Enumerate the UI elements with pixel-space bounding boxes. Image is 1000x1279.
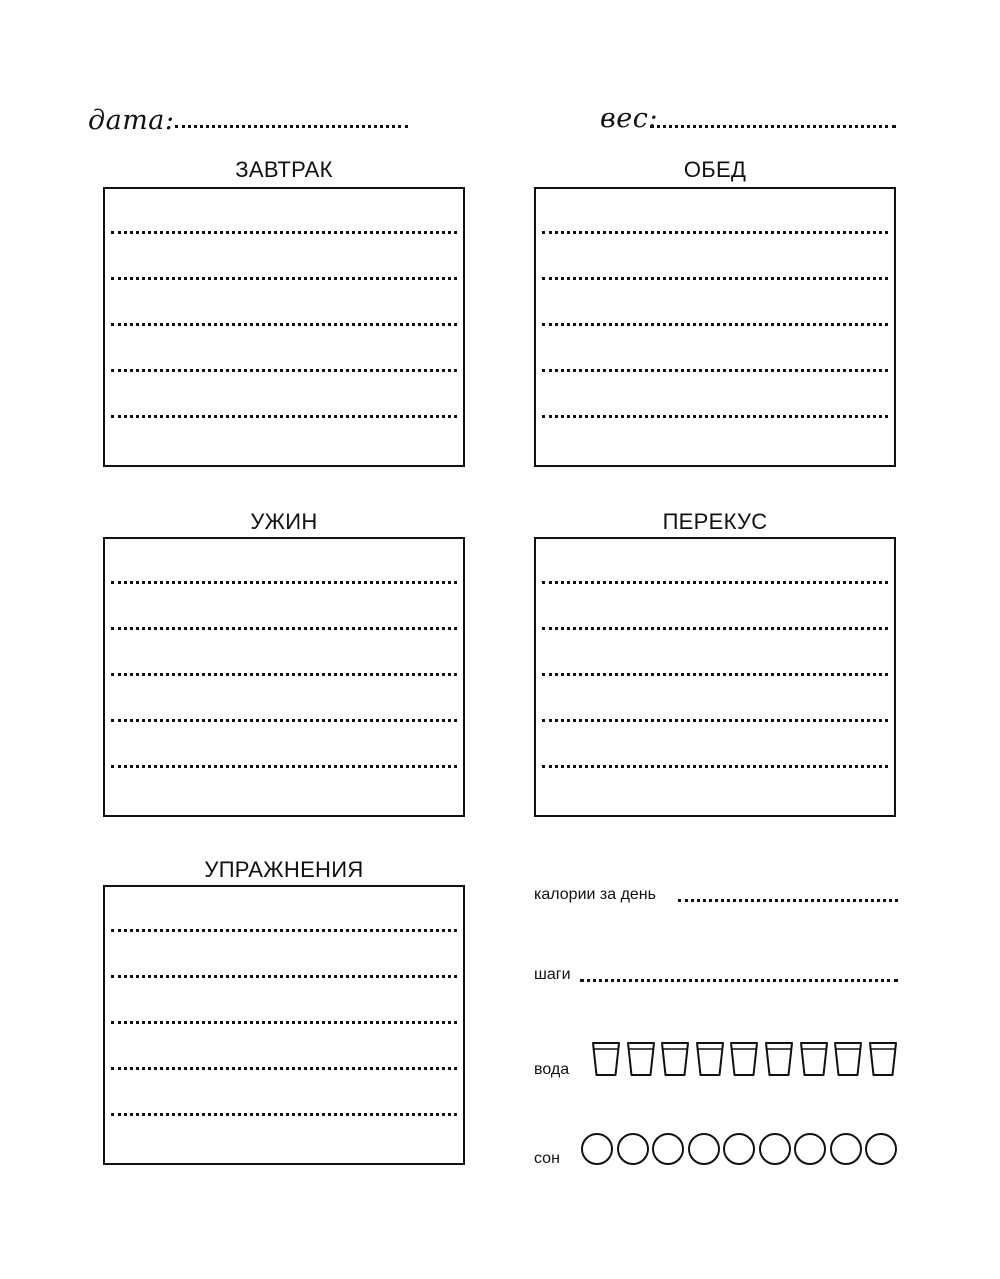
water-cup-icon[interactable] <box>695 1041 725 1081</box>
exercise-line[interactable] <box>111 1021 457 1024</box>
water-cup-icon[interactable] <box>660 1041 690 1081</box>
date-field[interactable] <box>175 125 408 128</box>
lunch-line[interactable] <box>542 369 888 372</box>
exercise-line[interactable] <box>111 1067 457 1070</box>
steps-field[interactable] <box>580 979 898 982</box>
snack-box <box>534 537 896 817</box>
exercise-title: УПРАЖНЕНИЯ <box>204 857 364 882</box>
dinner-line[interactable] <box>111 673 457 676</box>
dinner-line[interactable] <box>111 627 457 630</box>
sleep-circle[interactable] <box>652 1133 684 1165</box>
water-cup-icon[interactable] <box>799 1041 829 1081</box>
breakfast-box <box>103 187 465 467</box>
water-cup-icon[interactable] <box>868 1041 898 1081</box>
water-cup-icon[interactable] <box>626 1041 656 1081</box>
lunch-box <box>534 187 896 467</box>
sleep-circle[interactable] <box>581 1133 613 1165</box>
weight-label: вес: <box>600 103 658 134</box>
water-label: вода <box>534 1061 570 1078</box>
breakfast-title: ЗАВТРАК <box>235 157 333 182</box>
snack-title: ПЕРЕКУС <box>662 509 768 534</box>
lunch-line[interactable] <box>542 323 888 326</box>
water-cup-icon[interactable] <box>591 1041 621 1081</box>
calories-label: калории за день <box>534 886 656 903</box>
water-cup-icon[interactable] <box>833 1041 863 1081</box>
lunch-title: ОБЕД <box>683 157 747 182</box>
sleep-circle[interactable] <box>617 1133 649 1165</box>
snack-line[interactable] <box>542 627 888 630</box>
exercise-box <box>103 885 465 1165</box>
snack-line[interactable] <box>542 673 888 676</box>
breakfast-line[interactable] <box>111 369 457 372</box>
exercise-line[interactable] <box>111 975 457 978</box>
lunch-line[interactable] <box>542 231 888 234</box>
exercise-line[interactable] <box>111 1113 457 1116</box>
sleep-label: сон <box>534 1150 560 1167</box>
lunch-line[interactable] <box>542 415 888 418</box>
dinner-line[interactable] <box>111 765 457 768</box>
snack-line[interactable] <box>542 581 888 584</box>
date-label: дата: <box>88 105 175 136</box>
exercise-line[interactable] <box>111 929 457 932</box>
dinner-line[interactable] <box>111 719 457 722</box>
sleep-circle[interactable] <box>794 1133 826 1165</box>
water-cup-icon[interactable] <box>764 1041 794 1081</box>
water-cup-icon[interactable] <box>729 1041 759 1081</box>
breakfast-line[interactable] <box>111 415 457 418</box>
dinner-title: УЖИН <box>250 509 318 534</box>
dinner-line[interactable] <box>111 581 457 584</box>
weight-field[interactable] <box>650 125 896 128</box>
sleep-circle[interactable] <box>688 1133 720 1165</box>
breakfast-line[interactable] <box>111 231 457 234</box>
snack-line[interactable] <box>542 765 888 768</box>
breakfast-line[interactable] <box>111 277 457 280</box>
lunch-line[interactable] <box>542 277 888 280</box>
sleep-circle[interactable] <box>723 1133 755 1165</box>
sleep-circle[interactable] <box>865 1133 897 1165</box>
sleep-circle[interactable] <box>830 1133 862 1165</box>
calories-field[interactable] <box>678 899 898 902</box>
snack-line[interactable] <box>542 719 888 722</box>
sleep-circle[interactable] <box>759 1133 791 1165</box>
breakfast-line[interactable] <box>111 323 457 326</box>
dinner-box <box>103 537 465 817</box>
steps-label: шаги <box>534 966 571 983</box>
